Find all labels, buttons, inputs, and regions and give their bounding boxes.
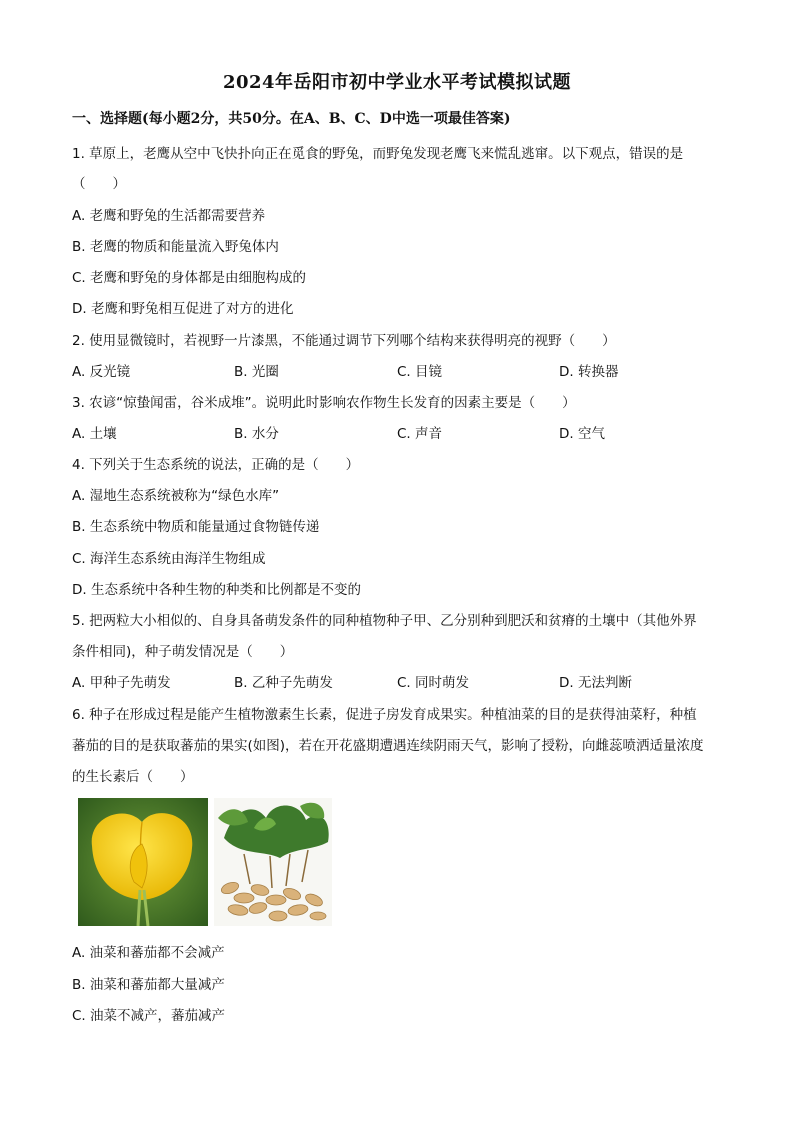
q6-option-a: A. 油菜和蕃茄都不会减产 [72,945,225,961]
q5-stem: 5. 把两粒大小相似的、自身具备萌发条件的同种植物种子甲、乙分别种到肥沃和贫瘠的土壤中（其他外界 [72,613,697,629]
peanut-plant-photo [214,798,332,926]
q4-option-d: D. 生态系统中各种生物的种类和比例都是不变的 [72,582,361,598]
q4-option-a: A. 湿地生态系统被称为“绿色水库” [72,488,280,504]
q6-option-c: C. 油菜不减产，蕃茄减产 [72,1008,226,1024]
q1-option-a: A. 老鹰和野兔的生活都需要营养 [72,208,266,224]
flower-photo [78,798,208,926]
q1-stem: 1. 草原上，老鹰从空中飞快扑向正在觅食的野兔，而野兔发现老鹰飞来慌乱逃窜。以下观点，错误的是 [72,146,684,162]
q1-option-d: D. 老鹰和野兔相互促进了对方的进化 [72,301,294,317]
q6-stem: 6. 种子在形成过程是能产生植物激素生长素，促进子房发育成果实。种植油菜的目的是获得油菜籽，种植 [72,707,697,723]
q1-stem-blank: （ ） [72,176,126,192]
q5-option-b: B. 乙种子先萌发 [234,675,333,691]
q2-option-b: B. 光圈 [234,364,279,380]
q4-stem: 4. 下列关于生态系统的说法，正确的是（ ） [72,457,360,473]
q3-option-d: D. 空气 [559,426,605,442]
q4-option-b: B. 生态系统中物质和能量通过食物链传递 [72,519,320,535]
q6-stem-cont2: 的生长素后（ ） [72,769,194,785]
q1-option-b: B. 老鹰的物质和能量流入野兔体内 [72,239,279,255]
q2-option-a: A. 反光镜 [72,364,131,380]
q3-option-c: C. 声音 [397,426,443,442]
q5-option-c: C. 同时萌发 [397,675,470,691]
q2-option-c: C. 目镜 [397,364,443,380]
q3-option-a: A. 土壤 [72,426,117,442]
q6-option-b: B. 油菜和蕃茄都大量减产 [72,977,225,993]
q5-option-a: A. 甲种子先萌发 [72,675,171,691]
q6-stem-cont: 蕃茄的目的是获取蕃茄的果实(如图)，若在开花盛期遭遇连续阴雨天气，影响了授粉，向雌蕊喷洒适量浓度 [72,738,704,754]
section-heading: 一、选择题(每小题2分，共50分。在A、B、C、D中选一项最佳答案) [72,111,511,127]
q5-option-d: D. 无法判断 [559,675,632,691]
exam-title: 2024年岳阳市初中学业水平考试模拟试题 [222,72,572,93]
q1-option-c: C. 老鹰和野兔的身体都是由细胞构成的 [72,270,307,286]
q5-stem-cont: 条件相同)，种子萌发情况是（ ） [72,644,294,660]
q2-option-d: D. 转换器 [559,364,619,380]
q3-stem: 3. 农谚“惊蛰闻雷，谷米成堆”。说明此时影响农作物生长发育的因素主要是（ ） [72,395,576,411]
q4-option-c: C. 海洋生态系统由海洋生物组成 [72,551,266,567]
q2-stem: 2. 使用显微镜时，若视野一片漆黑，不能通过调节下列哪个结构来获得明亮的视野（ ） [72,333,616,349]
q3-option-b: B. 水分 [234,426,279,442]
